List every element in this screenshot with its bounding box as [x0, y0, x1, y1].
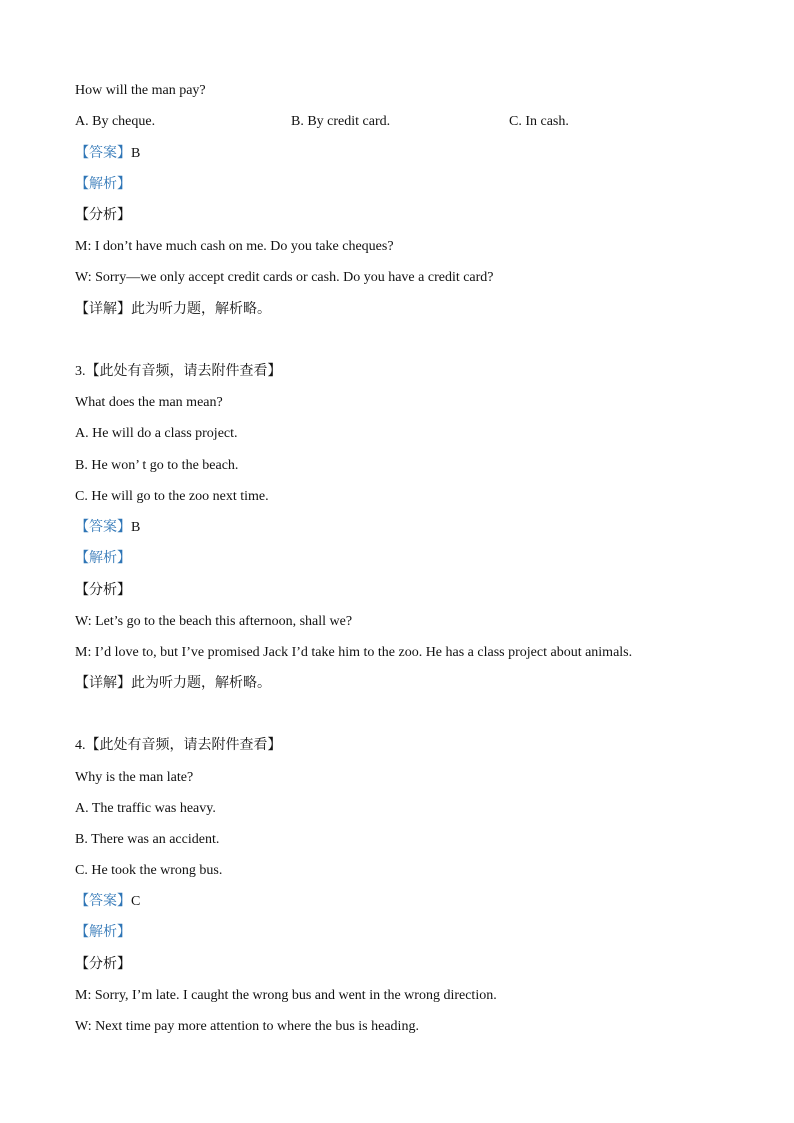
- q3-option-b: B. He won’ t go to the beach.: [75, 458, 239, 473]
- answer-label: 【答案】: [75, 520, 131, 535]
- q2-detail: 【详解】此为听力题，解析略。: [75, 302, 271, 317]
- answer-value: C: [131, 894, 141, 909]
- q2-fenxi-label: 【分析】: [75, 208, 131, 223]
- q3-dialogue-line: W: Let’s go to the beach this afternoon, shall we?: [75, 614, 353, 629]
- q3-header: 3.【此处有音频，请去附件查看】: [75, 364, 282, 379]
- q3-dialogue-line: M: I’d love to, but I’ve promised Jack I’d take him to the zoo. He has a class project about animals.: [75, 645, 633, 660]
- q4-fenxi-label: 【分析】: [75, 957, 131, 972]
- q4-option-a: A. The traffic was heavy.: [75, 801, 216, 816]
- q2-option-a: A. By cheque.: [75, 114, 156, 129]
- q4-question: Why is the man late?: [75, 770, 194, 785]
- q2-option-b: B. By credit card.: [291, 114, 391, 129]
- q2-option-c: C. In cash.: [509, 114, 569, 129]
- q3-jiexi-label: 【解析】: [75, 551, 131, 566]
- q4-answer: [75, 893, 140, 911]
- q3-detail: 【详解】此为听力题，解析略。: [75, 676, 271, 691]
- q3-answer: [75, 519, 140, 537]
- q2-dialogue-line: M: I don’t have much cash on me. Do you take cheques?: [75, 239, 394, 254]
- q4-header: 4.【此处有音频，请去附件查看】: [75, 738, 282, 753]
- q2-jiexi-label: 【解析】: [75, 177, 131, 192]
- answer-value: B: [131, 146, 141, 161]
- q2-dialogue-line: W: Sorry—we only accept credit cards or cash. Do you have a credit card?: [75, 270, 494, 285]
- answer-value: B: [131, 520, 141, 535]
- q4-option-c: C. He took the wrong bus.: [75, 863, 223, 878]
- q3-option-a: A. He will do a class project.: [75, 426, 238, 441]
- answer-label: 【答案】: [75, 146, 131, 161]
- q2-question: How will the man pay?: [75, 83, 206, 98]
- q3-question: What does the man mean?: [75, 395, 223, 410]
- q3-fenxi-label: 【分析】: [75, 583, 131, 598]
- q3-option-c: C. He will go to the zoo next time.: [75, 489, 269, 504]
- q4-dialogue-line: M: Sorry, I’m late. I caught the wrong bus and went in the wrong direction.: [75, 988, 497, 1003]
- q2-answer: [75, 145, 140, 163]
- q4-dialogue-line: W: Next time pay more attention to where the bus is heading.: [75, 1019, 419, 1034]
- q4-option-b: B. There was an accident.: [75, 832, 220, 847]
- q4-jiexi-label: 【解析】: [75, 925, 131, 940]
- answer-label: 【答案】: [75, 894, 131, 909]
